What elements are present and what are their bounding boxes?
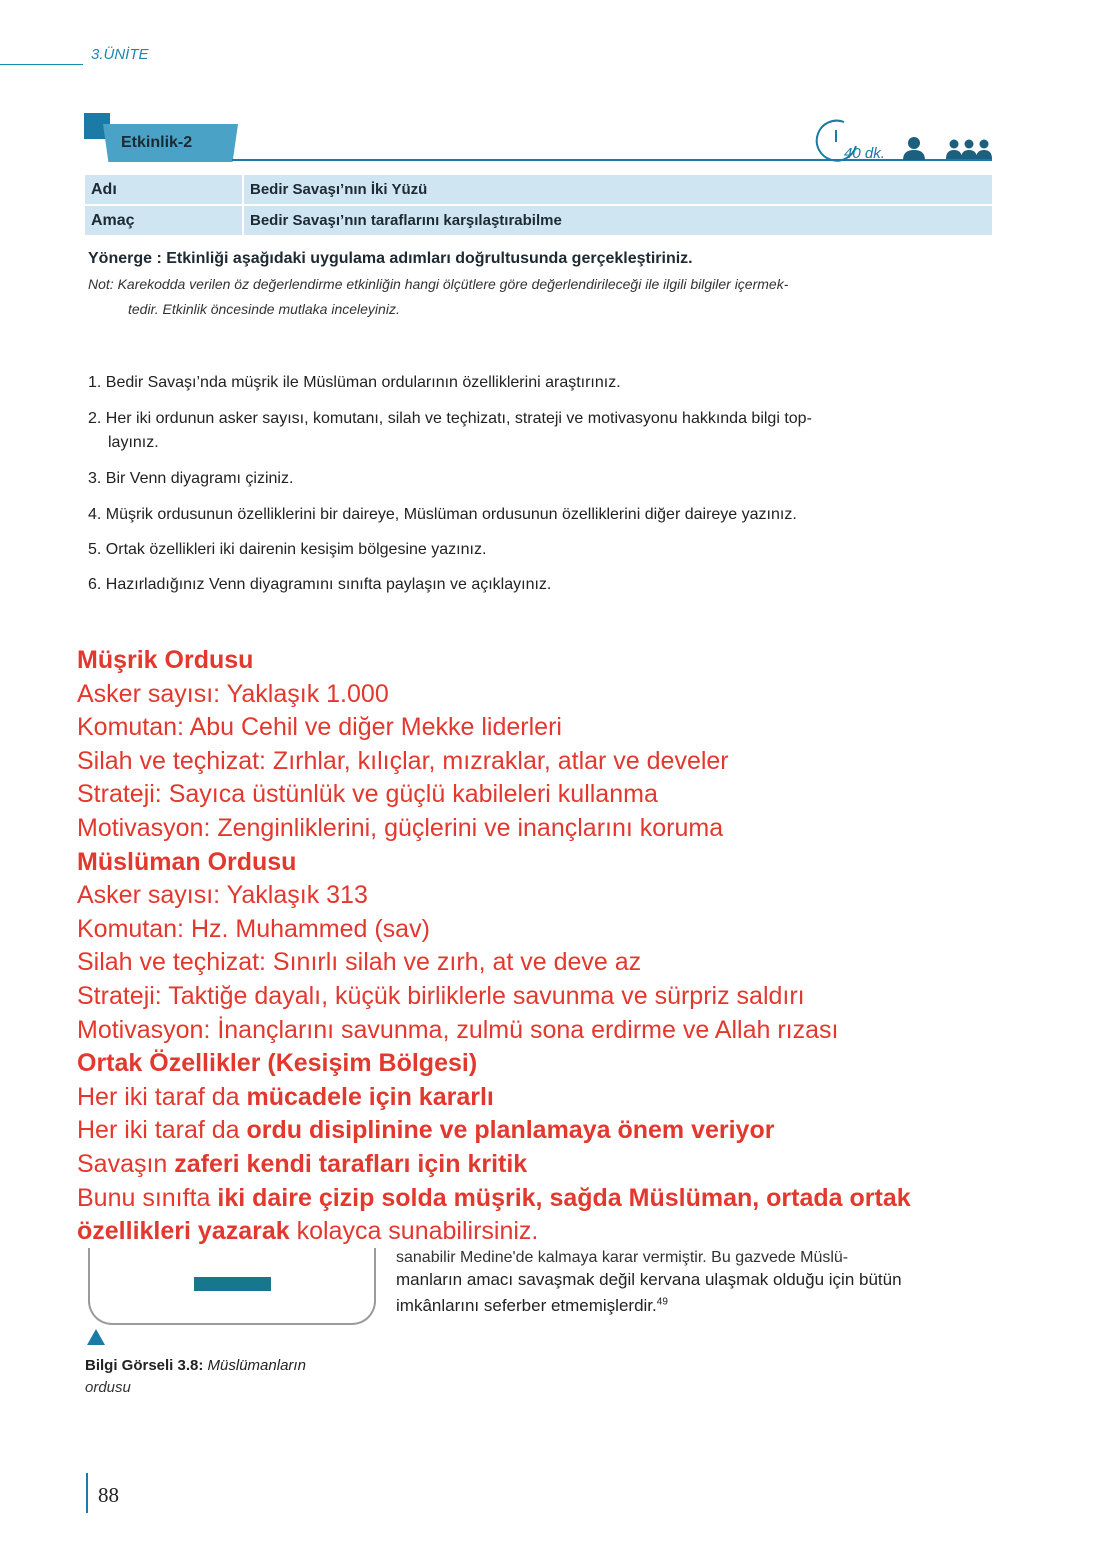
answer-text: Savaşın (77, 1149, 175, 1178)
duration-label: 40 dk. (844, 145, 885, 162)
table-row (85, 175, 992, 204)
image-placeholder-bar (194, 1277, 271, 1291)
step-item-continued: layınız. (108, 434, 159, 451)
header-rule (0, 64, 83, 65)
answer-line: Motivasyon: İnançlarını savunma, zulmü sona erdirme ve Allah rızası (77, 1015, 839, 1044)
info-value: Bedir Savaşı’nın İki Yüzü (244, 175, 992, 204)
body-text-cut: sanabilir Medine'de kalmaya karar vermiştir. Bu gazvede Müslü- (396, 1249, 849, 1266)
answer-line: Asker sayısı: Yaklaşık 1.000 (77, 679, 389, 708)
answer-line (77, 1081, 1037, 1115)
answer-line: Komutan: Abu Cehil ve diğer Mekke liderleri (77, 713, 562, 742)
answer-line: Komutan: Hz. Muhammed (sav) (77, 914, 430, 943)
group-icon (945, 137, 993, 161)
answer-heading: Müşrik Ordusu (77, 646, 254, 674)
page-number: 88 (98, 1483, 119, 1507)
info-key: Amaç (85, 206, 244, 235)
answer-emphasis: mücadele için kararlı (246, 1082, 494, 1111)
answer-emphasis: zaferi kendi tarafları için kritik (174, 1149, 528, 1178)
answer-emphasis: ordu disiplinine ve planlamaya önem veriyor (246, 1116, 775, 1145)
answer-line: Asker sayısı: Yaklaşık 313 (77, 881, 368, 910)
body-text: manların amacı savaşmak değil kervana ulaşmak olduğu için bütün (396, 1270, 902, 1289)
figure-caption-continued: ordusu (85, 1379, 131, 1396)
answer-emphasis: iki daire çizip solda müşrik, sağda Müslüman, ortada ortak (217, 1183, 911, 1212)
step-item: 2. Her iki ordunun asker sayısı, komutanı, silah ve teçhizatı, strateji ve motivasyonu hakkında bilgi top- (88, 410, 812, 427)
activity-info-table (85, 173, 992, 237)
answer-heading: Ortak Özellikler (Kesişim Bölgesi) (77, 1049, 478, 1078)
instruction (88, 250, 693, 268)
unit-title: 3.ÜNİTE (91, 46, 149, 63)
figure-caption (85, 1357, 306, 1374)
activity-label: Etkinlik-2 (121, 134, 193, 151)
answer-heading: Müslüman Ordusu (77, 847, 297, 876)
step-item: 1. Bedir Savaşı’nda müşrik ile Müslüman ordularının özelliklerini araştırınız. (88, 374, 621, 391)
answer-line: Strateji: Taktiğe dayalı, küçük birliklerle savunma ve sürpriz saldırı (77, 981, 805, 1010)
step-item: 3. Bir Venn diyagramı çiziniz. (88, 470, 294, 487)
answer-text: Her iki taraf da (77, 1116, 247, 1145)
step-item: 6. Hazırladığınız Venn diyagramını sınıfta paylaşın ve açıklayınız. (88, 576, 552, 593)
note-line: tedir. Etkinlik öncesinde mutlaka inceleyiniz. (128, 301, 400, 317)
answer-text: Bunu sınıfta (77, 1183, 218, 1212)
body-text-line: imkânlarını seferber etmemişlerdir. (396, 1296, 657, 1315)
answer-emphasis: özellikleri yazarak (77, 1217, 290, 1246)
instruction-label: Yönerge : (88, 250, 162, 267)
answer-line: Silah ve teçhizat: Zırhlar, kılıçlar, mızraklar, atlar ve develer (77, 746, 729, 775)
info-key: Adı (85, 175, 244, 204)
step-item: 5. Ortak özellikleri iki dairenin kesişim bölgesine yazınız. (88, 541, 487, 558)
answer-line: Motivasyon: Zenginliklerini, güçlerini ve inançlarını koruma (77, 813, 724, 842)
triangle-marker-icon (87, 1329, 105, 1345)
footnote-ref: 49 (656, 1296, 668, 1308)
note-line: Not: Karekodda verilen öz değerlendirme etkinliğin hangi ölçütlere göre değerlendirileceği ile ilgili bilgiler içermek- (88, 276, 789, 292)
answer-line (77, 1215, 1037, 1249)
answer-overlay (77, 644, 1037, 1248)
body-text (396, 1296, 668, 1316)
table-row (85, 206, 992, 235)
answer-line (77, 1148, 1037, 1182)
answer-line: Silah ve teçhizat: Sınırlı silah ve zırh, at ve deve az (77, 948, 642, 977)
answer-line (77, 1114, 1037, 1148)
caption-text: Müslümanların (207, 1357, 306, 1374)
step-item: 4. Müşrik ordusunun özelliklerini bir daireye, Müslüman ordusunun özelliklerini diğer daireye yazınız. (88, 506, 797, 523)
info-value: Bedir Savaşı’nın taraflarını karşılaştırabilme (244, 206, 992, 235)
answer-text: Her iki taraf da (77, 1082, 247, 1111)
answer-text: kolayca sunabilirsiniz. (289, 1217, 539, 1246)
answer-line (77, 1182, 1037, 1216)
caption-label: Bilgi Görseli 3.8: (85, 1357, 204, 1374)
instruction-text: Etkinliği aşağıdaki uygulama adımları doğrultusunda gerçekleştiriniz. (166, 250, 693, 267)
single-person-icon (900, 136, 928, 162)
answer-line: Strateji: Sayıca üstünlük ve güçlü kabileleri kullanma (77, 780, 658, 809)
page-number-rule (86, 1473, 88, 1513)
